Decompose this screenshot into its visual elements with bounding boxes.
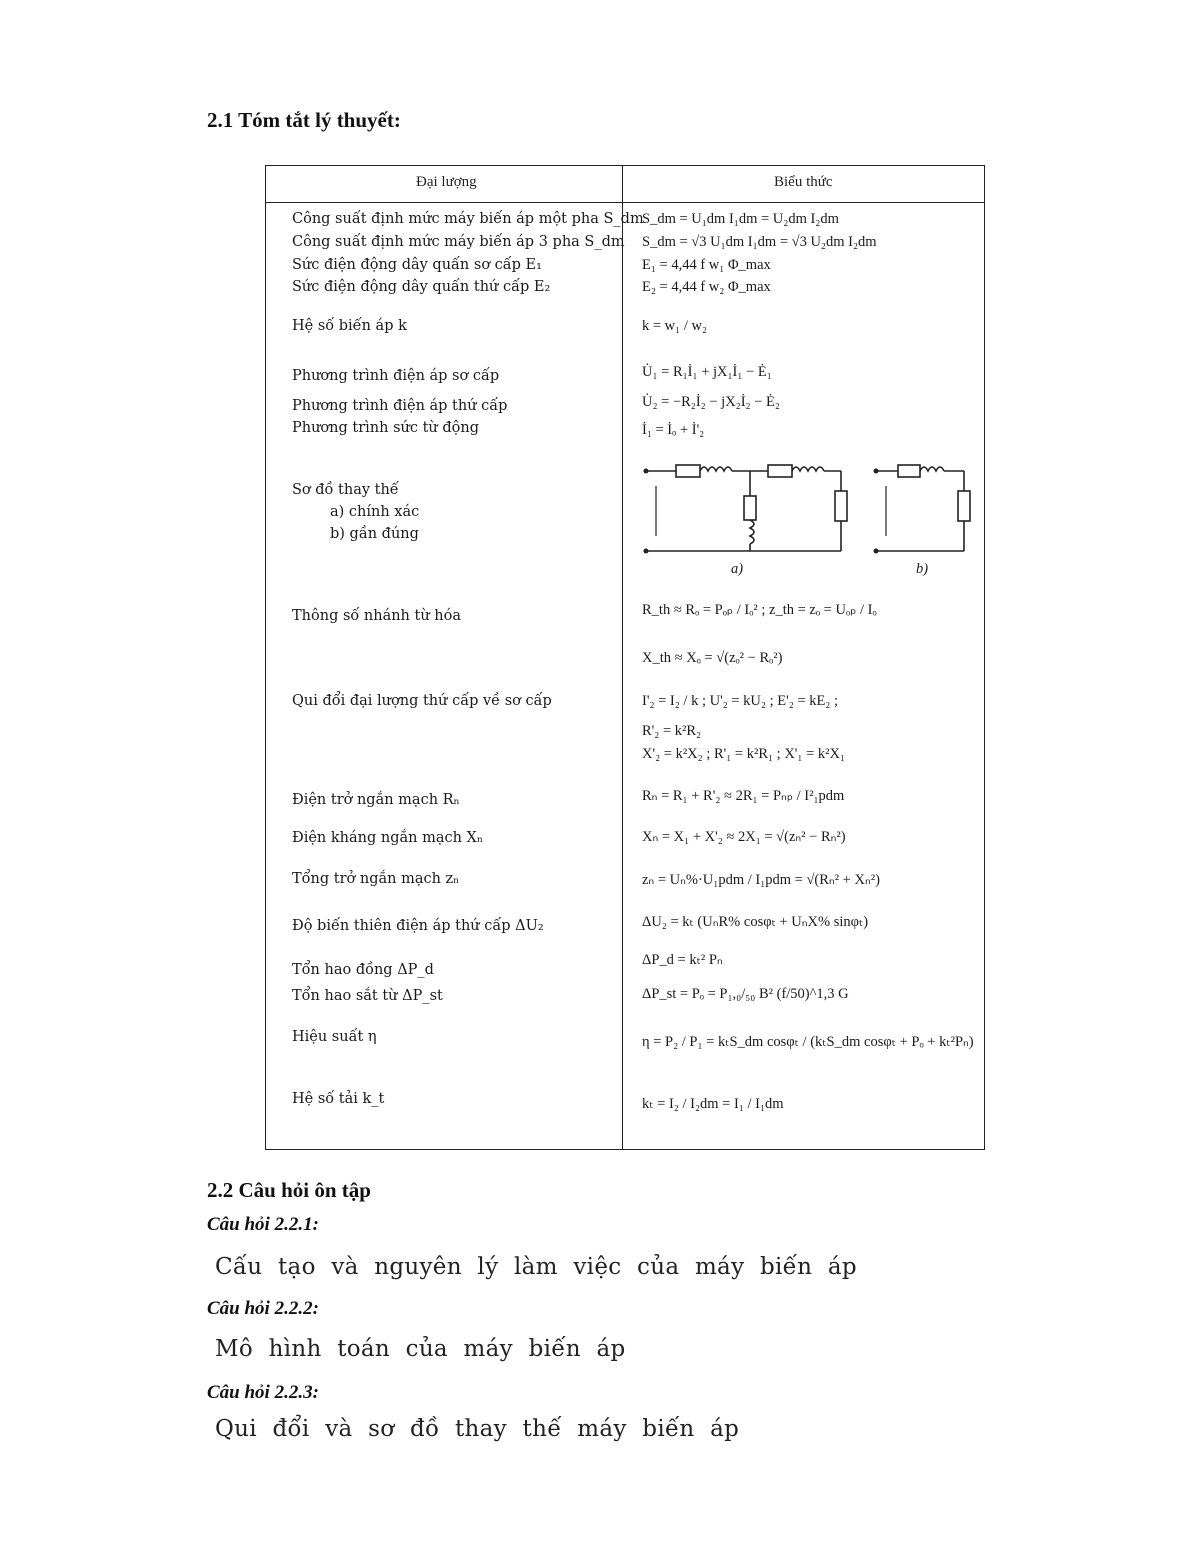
question-label-2: Câu hỏi 2.2.2: [207, 1298, 319, 1319]
column-divider [622, 166, 623, 1149]
question-text-3: Qui đổi và sơ đồ thay thế máy biến áp [215, 1416, 740, 1442]
expr-mmf-eq: İ₁ = İₒ + İ'₂ [642, 422, 705, 438]
qty-magnetizing-branch: Thông số nhánh từ hóa [292, 608, 461, 624]
expr-voltage-regulation: ΔU₂ = kₜ (UₙR% cosφₜ + UₙX% sinφₜ) [642, 914, 869, 930]
inductor-xn [920, 467, 944, 471]
question-label-1: Câu hỏi 2.2.1: [207, 1214, 319, 1235]
qty-load-factor: Hệ số tải k_t [292, 1091, 385, 1107]
expr-single-phase-rating: S_dm = U₁dm I₁dm = U₂dm I₂dm [642, 211, 839, 227]
qty-mmf-eq: Phương trình sức từ động [292, 420, 479, 436]
qty-primary-emf: Sức điện động dây quấn sơ cấp E₁ [292, 257, 542, 273]
qty-three-phase-rating: Công suất định mức máy biến áp 3 pha S_dm [292, 234, 625, 250]
expr-efficiency: η = P₂ / P₁ = kₜS_dm cosφₜ / (kₜS_dm cosφₜ + Pₒ + kₜ²Pₙ) [642, 1034, 974, 1050]
load-impedance-a [835, 491, 847, 521]
expr-short-circuit-impedance: zₙ = Uₙ%·U₁pdm / I₁pdm = √(Rₙ² + Xₙ²) [642, 872, 880, 888]
diagram-label-b: b) [916, 561, 929, 577]
expr-short-circuit-resistance: Rₙ = R₁ + R'₂ ≈ 2R₁ = Pₙₚ / I²₁pdm [642, 788, 845, 804]
qty-copper-loss: Tổn hao đồng ΔP_d [292, 962, 434, 978]
resistor-r1 [676, 465, 700, 477]
qty-voltage-regulation: Độ biến thiên điện áp thứ cấp ΔU₂ [292, 918, 544, 934]
resistor-rn [898, 465, 920, 477]
expr-referral-x2: X'₂ = k²X₂ ; R'₁ = k²R₁ ; X'₁ = k²X₁ [642, 746, 846, 762]
question-label-3: Câu hỏi 2.2.3: [207, 1382, 319, 1403]
expr-load-factor: kₜ = I₂ / I₂dm = I₁ / I₁dm [642, 1096, 784, 1112]
header-quantity: Đại lượng [416, 174, 477, 190]
qty-short-circuit-impedance: Tổng trở ngắn mạch zₙ [292, 871, 460, 887]
expr-secondary-emf: E₂ = 4,44 f w₂ Φ_max [642, 279, 771, 295]
expr-magnetizing-resistance: R_th ≈ Rₒ = Pₒₚ / Iₒ² ; z_th = zₒ = Uₒₚ / Iₒ [642, 602, 877, 618]
expr-turns-ratio: k = w₁ / w₂ [642, 318, 708, 334]
question-text-2: Mô hình toán của máy biến áp [215, 1336, 626, 1362]
qty-short-circuit-resistance: Điện trở ngắn mạch Rₙ [292, 792, 460, 808]
expr-primary-emf: E₁ = 4,44 f w₁ Φ_max [642, 257, 771, 273]
expr-referral-r2: R'₂ = k²R₂ [642, 723, 702, 739]
expr-primary-voltage-eq: U̇₁ = R₁İ₁ + jX₁İ₁ − Ė₁ [642, 364, 772, 380]
expr-three-phase-rating: S_dm = √3 U₁dm I₁dm = √3 U₂dm I₂dm [642, 234, 877, 250]
header-divider [266, 202, 984, 203]
theory-table [265, 165, 985, 1150]
qty-secondary-emf: Sức điện động dây quấn thứ cấp E₂ [292, 279, 551, 295]
qty-approx-circuit: b) gần đúng [330, 526, 419, 542]
expr-iron-loss: ΔP_st = Pₒ = P₁,₀/₅₀ B² (f/50)^1,3 G [642, 986, 849, 1002]
qty-turns-ratio: Hệ số biến áp k [292, 318, 407, 334]
expr-copper-loss: ΔP_d = kₜ² Pₙ [642, 952, 723, 968]
inductor-xth [750, 520, 754, 544]
qty-exact-circuit: a) chính xác [330, 504, 420, 520]
section-title-review: 2.2 Câu hỏi ôn tập [207, 1178, 371, 1202]
diagram-label-a: a) [731, 561, 744, 577]
qty-iron-loss: Tổn hao sắt từ ΔP_st [292, 988, 443, 1004]
qty-short-circuit-reactance: Điện kháng ngắn mạch Xₙ [292, 830, 484, 846]
resistor-rth [744, 496, 756, 520]
question-text-1: Cấu tạo và nguyên lý làm việc của máy biến áp [215, 1254, 857, 1280]
resistor-r2 [768, 465, 792, 477]
expr-magnetizing-reactance: X_th ≈ Xₒ = √(zₒ² − Rₒ²) [642, 650, 783, 666]
expr-short-circuit-reactance: Xₙ = X₁ + X'₂ ≈ 2X₁ = √(zₙ² − Rₙ²) [642, 829, 846, 845]
inductor-x1 [700, 467, 732, 471]
qty-equivalent-circuit: Sơ đồ thay thế [292, 482, 399, 498]
header-expression: Biểu thức [774, 174, 833, 190]
expr-referral-current: I'₂ = I₂ / k ; U'₂ = kU₂ ; E'₂ = kE₂ ; [642, 693, 839, 709]
expr-secondary-voltage-eq: U̇₂ = −R₂İ₂ − jX₂İ₂ − Ė₂ [642, 394, 780, 410]
section-title-theory: 2.1 Tóm tắt lý thuyết: [207, 108, 401, 132]
load-impedance-b [958, 491, 970, 521]
qty-referral: Qui đổi đại lượng thứ cấp về sơ cấp [292, 693, 552, 709]
equivalent-circuit-diagram [636, 441, 976, 581]
qty-primary-voltage-eq: Phương trình điện áp sơ cấp [292, 368, 500, 384]
qty-secondary-voltage-eq: Phương trình điện áp thứ cấp [292, 398, 508, 414]
inductor-x2 [792, 467, 824, 471]
qty-single-phase-rating: Công suất định mức máy biến áp một pha S_dm [292, 211, 644, 227]
qty-efficiency: Hiệu suất η [292, 1029, 377, 1045]
